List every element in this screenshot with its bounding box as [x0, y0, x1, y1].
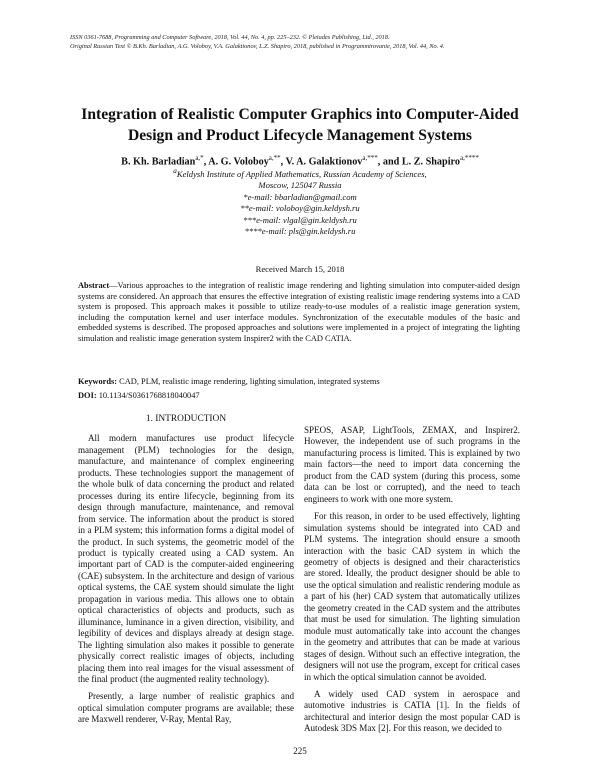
author-separator: , [280, 156, 286, 168]
page-number: 225 [293, 746, 307, 756]
affiliation-block [60, 166, 540, 238]
affiliation-mark: a [173, 167, 177, 175]
abstract-text: —Various approaches to the integration of realistic image rendering and lighting simulation into computer-aided design systems are considered. An approach that ensures the effective integration of existing realistic image rendering systems into a CAD system is proposed. This approach makes it possible to utilize ready-to-use modules of a realistic image generation system, including the computation kernel and user interface modules. Synchronization of the executable modules of the basic and embedded systems is described. The proposed approaches and solutions were implemented in a project of integrating the lighting simulation and realistic image generation system Inspirer2 with the CAD CATIA. [78, 281, 520, 343]
affiliation-line [60, 166, 540, 180]
author-name: V. A. Galaktionov [285, 156, 363, 168]
journal-header [70, 33, 540, 51]
journal-header-line: ISSN 0361-7688, Programming and Computer Software, 2018, Vol. 44, No. 4, pp. 225–232. © Pleiades Publishing, Ltd., 2018. [70, 34, 390, 41]
body-column-right [304, 425, 520, 741]
doi-link[interactable]: 10.1134/S0361768818040047 [96, 391, 200, 400]
author-separator: , [203, 156, 209, 168]
journal-header-line: Original Russian Text © B.Kh. Barladian, A.G. Voloboy, V.A. Galaktionov, L.Z. Shapiro, 2018, published in Programmirovanie, 2018, Vol. 44, No. 4. [70, 43, 445, 50]
author-name: B. Kh. Barladian [121, 156, 196, 168]
section-heading: 1. INTRODUCTION [145, 414, 227, 424]
abstract-label: Abstract [78, 281, 110, 290]
body-paragraph: Presently, a large number of realistic graphics and optical simulation computer programs are available; these are Maxwell renderer, V-Ray, Mental Ray, [78, 691, 294, 725]
paper-title: Integration of Realistic Computer Graphics into Computer-Aided Design and Product Lifecycle Management Systems [81, 106, 519, 144]
author-email: ****e-mail: pls@gin.keldysh.ru [244, 226, 356, 237]
body-paragraph: A widely used CAD system in aerospace and automotive industries is CATIA [1]. In the fields of architectural and interior design the most popular CAD is Autodesk 3DS Max [2]. For this reason, we decided to [304, 688, 520, 734]
body-paragraph: SPEOS, ASAP, LightTools, ZEMAX, and Inspirer2. However, the independent use of such programs in the manufacturing process is limited. This is explained by two main factors—the need to import data concerning the product from the CAD system (during this process, some data can be lost or corrupted), and the need to teach engineers to work with one more system. [304, 425, 520, 504]
received-date: Received March 15, 2018 [255, 264, 345, 274]
author-mark: a,**** [459, 154, 479, 162]
author-email: ***e-mail: vlgal@gin.keldysh.ru [243, 214, 357, 225]
body-paragraph: All modern manufactures use product lifecycle management (PLM) technologies for the design, manufacture, and maintenance of complex engineering products. These technologies support the management of the whole bulk of data concerning the product and related processes during its entire lifecycle, beginning from its design through manufacture, maintenance, and removal from service. The information about the product is stored in a PLM system; this information forms a digital model of the product. In such systems, the geometric model of the product is typically created using a CAD system. An important part of CAD is the computer-aided engineering (CAE) subsystem. In the architecture and design of various optical systems, the CAE system should simulate the light propagation in various media. This allows one to obtain optical characteristics of objects and products, such as illuminance, luminance in a given direction, visibility, and legibility of devices and displays already at design stage. The lighting simulation also makes it possible to generate physically correct realistic images of objects, including placing them into real images for the visual assessment of the final product (the augmented reality technology). [78, 433, 294, 684]
affiliation-text: Keldysh Institute of Applied Mathematics, Russian Academy of Sciences, [176, 168, 427, 179]
keywords [78, 376, 520, 387]
author-name: L. Z. Shapiro [401, 156, 460, 168]
author-email: *e-mail: bbarladian@gmail.com [243, 191, 357, 202]
author-email: **e-mail: voloboy@gin.keldysh.ru [240, 203, 360, 214]
affiliation-city: Moscow, 125047 Russia [258, 180, 342, 191]
body-paragraph: For this reason, in order to be used effectively, lighting simulation systems should be integrated into CAD and PLM systems. The integration should ensure a smooth interaction with the basic CAD system in which the geometry of objects is designed and their characteristics are stored. Ideally, the product designer should be able to use the optical simulation and realistic rendering module as a part of his (her) CAD system that automatically utilizes the geometry created in the CAD system and the attributes that must be used for simulation. The lighting simulation module must automatically take into account the changes in the geometry and attributes that can be made at various stages of design. Without such an effective integration, the designers will not use the program, except for critical cases in which the optical simulation cannot be avoided. [304, 511, 520, 682]
abstract [78, 281, 520, 344]
doi [78, 390, 520, 401]
author-mark: a,* [195, 154, 204, 162]
author-separator: , and [377, 156, 402, 168]
body-column-left [78, 414, 294, 732]
keywords-label: Keywords: [78, 377, 118, 386]
keywords-text: CAD, PLM, realistic image rendering, lighting simulation, integrated systems [117, 377, 380, 386]
author-mark: a,** [268, 154, 281, 162]
author-mark: a,*** [362, 154, 378, 162]
author-name: A. G. Voloboy [208, 156, 269, 168]
doi-label: DOI: [78, 391, 97, 400]
